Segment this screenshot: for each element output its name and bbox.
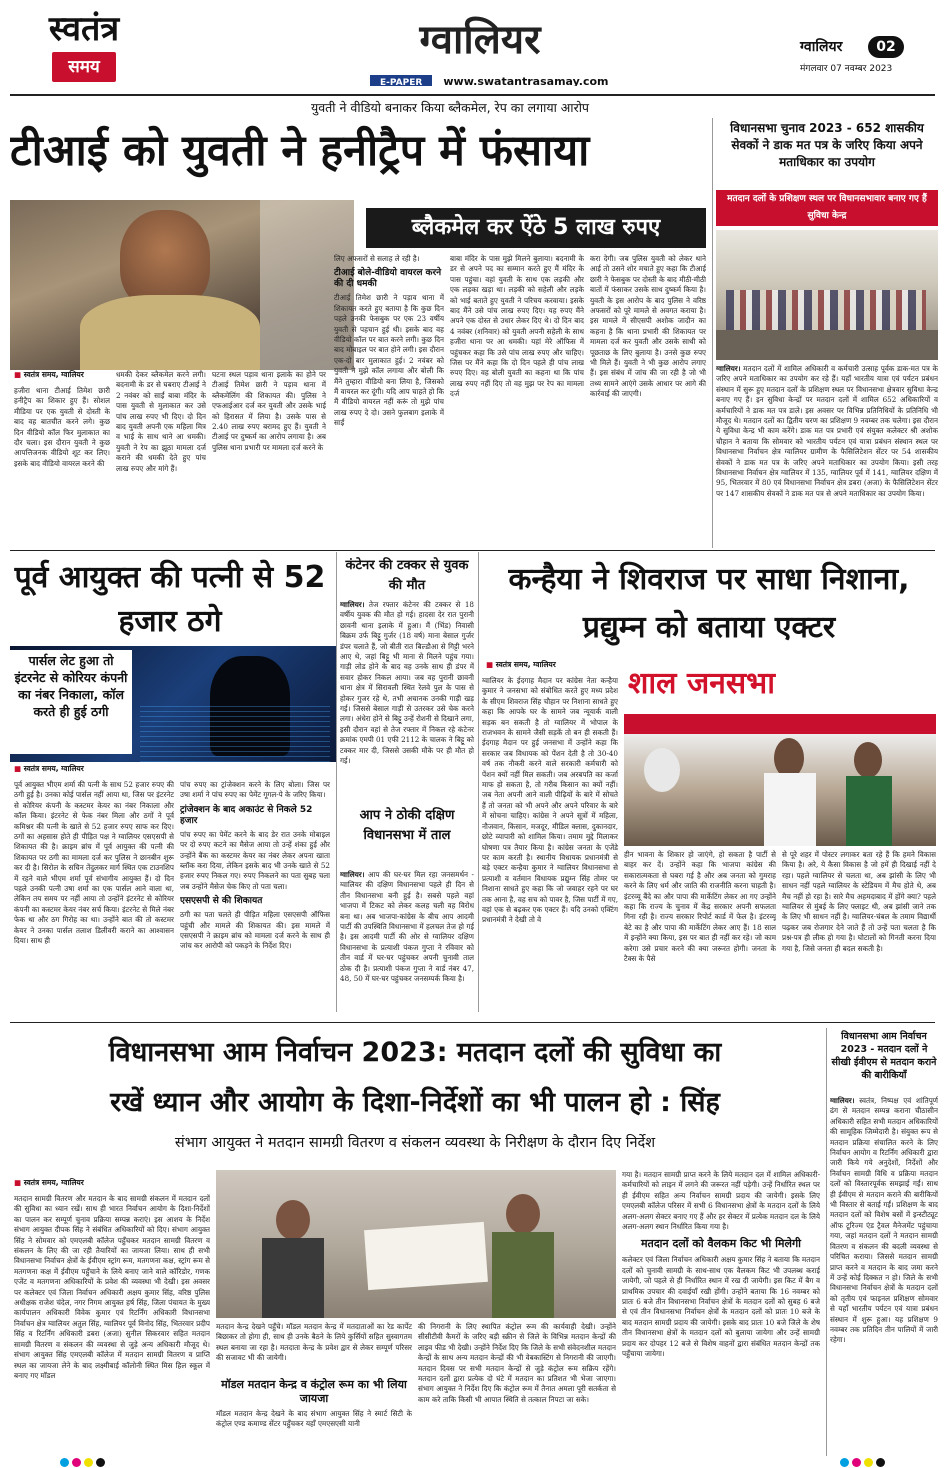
story8-dateline: ग्वालियर। — [830, 1096, 855, 1105]
story3-col2: पांच रुपए का पेमेंट करने के बाद डेर रात उनके मोबाइल पर दो रुपए कटने का मैसेज आया तो उन्हें शंका हुई और उन्होंने बैंक का कस्टमर केयर का नंबर लेकर अपना खाता ब्लॉक करा दिया, लेकिन इसके बाद भी उनके खाते से 52 हजार रुपए निकल गए। रुपए निकलने का पता सुबह चला जब उन्होंने मैसेज चेक किए तो पता चला। — [180, 829, 330, 891]
story7-col2-subhead: मॉडल मतदान केन्द्र व कंट्रोल रूम का भी लिया जायजा — [221, 1378, 407, 1405]
story4-dateline: ग्वालियर। — [340, 600, 365, 609]
story8-headline: विधानसभा आम निर्वाचन 2023 - मतदान दलों ने सीखी ईवीएम से मतदान कराने की बारीकियाँ — [831, 1031, 937, 1081]
epaper-bar — [370, 70, 770, 86]
registration-mark-cyan — [60, 1458, 69, 1467]
story1-col1: हजीरा थाना टीआई तिमेश छारी हनीट्रैप का शिकार हुए हैं। सोशल मीडिया पर एक युवती से दोस्ती के बाद वह बातचीत करने लगे। कुछ दिन वीडियो कॉल फिर मुलाकात का दौर चला। इस दौरान युवती ने कुछ आपत्तिजनक वीडियो शूट कर लिए। इसके बाद वीडियो वायरल करने की — [14, 386, 110, 468]
story4-body — [340, 600, 474, 800]
story1-col3: घटना स्थल पड़ाव थाना इलाके का होने पर टीआई तिमेश छारी ने पड़ाव थाना में ब्लैकमेलिंग की शिकायत की। पुलिस ने एफआईआर दर्ज कर युवती और उसके भाई को हिरासत में लिया है। उसके पास से 2.40 लाख रुपए बरामद हुए हैं। युवती ने टीआई पर दुष्कर्म का आरोप लगाया है। अब पुलिस थाना प्रभारी पर मामला दर्ज करने के — [212, 370, 326, 452]
story1-headline: टीआई को युवती ने हनीट्रैप में फंसाया — [10, 126, 590, 176]
rally-banner-text: शाल जनसभा — [628, 666, 776, 701]
story7-col1: मतदान सामग्री वितरण और मतदान के बाद सामग्री संकलन में मतदान दलों की सुविधा का ध्यान रखें। साथ ही भारत निर्वाचन आयोग के दिशा-निर्देशों का पालन कर सम्पूर्ण चुनाव प्रक्रिया सम्पन्न कराएं। इस आशय के निर्देश संभाग आयुक्त दीपक सिंह ने संबंधित अधिकारियों को दिए। संभाग आयुक्त सिंह ने सोमवार को एमएलबी कॉलेज पहुँचकर मतदान सामग्री वितरण व संकलन के लिए की जा रही तैयारियों का जायजा लिया। साथ ही सभी विधानसभा निर्वाचन क्षेत्रों के ईवीएम स्ट्रांग रूम, मतगणना कक्ष, स्ट्रांग रूम से मतगणना कक्ष में ईवीएम पहुँचाने के लिये बनाए जाने वाले कॉरिडोर, गणक एजेंट व मतगणना अधिकारियों के प्रवेश की व्यवस्था भी देखी। इस अवसर पर कलेक्टर एवं जिला निर्वाचन अधिकारी अक्षय कुमार सिंह, वरिष्ठ पुलिस अधीक्षक राजेश चंदेल, नगर निगम आयुक्त हर्ष सिंह, जिला पंचायत के मुख्य कार्यपालन अधिकारी विवेक कुमार एवं रिटर्निंग अधिकारी विधानसभा निर्वाचन क्षेत्र ग्वालियर अतुल सिंह, ग्वालियर पूर्व विनोद सिंह, भितरवार प्रदीप सिंह व रिटर्निंग अधिकारी डबरा (अजा) सुनील सिकरवार सहित मतदान सामग्री वितरण व संकलन की व्यवस्था से जुड़े अन्य अधिकारी मौजूद थे। संभाग आयुक्त सिंह एमएलबी कॉलेज में मतदान सामग्री वितरण व प्राप्ति स्थल का जायजा लेने के बाद लक्ष्मीबाई कॉलोनी स्थित मिस हिल स्कूल में बनाए गए मॉडल — [14, 1194, 210, 1380]
story7-col4: गया है। मतदान सामग्री प्राप्त करने के लिये मतदान दल में शामिल अधिकारी-कर्मचारियों को लाइन में लगने की जरूरत नहीं पड़ेगी। उन्हें निर्धारित स्थल पर ही ईवीएम सहित अन्य निर्वाचन सामग्री प्रदाय की जायेगी। इसके लिए एमएलबी कॉलेज परिसर में सभी 6 विधानसभा क्षेत्रों के मतदान दलों के लिये अलग-अलग सेक्टर बनाए गए हैं और हर सेक्टर में प्रत्येक मतदान दल के लिये अलग-अलग स्थान निर्धारित किया गया है। — [622, 1170, 820, 1232]
ti-photo — [10, 200, 354, 370]
story7-strap: संभाग आयुक्त ने मतदान सामग्री वितरण व संकलन व्यवस्था के निरीक्षण के दौरान दिए निर्देश — [174, 1135, 656, 1151]
story7-col3: की निगरानी के लिए स्थापित कंट्रोल रूम की कार्यवाही देखी। उन्होंने सीसीटीवी कैमरों के जरिए बड़ी स्क्रीन से जिले के विभिन्न मतदान केन्द्रों की लाइव फीड भी देखी। उन्होंने निर्देश दिए कि जिले के सभी संवेदनशील मतदान केन्द्रों के साथ अन्य मतदान केन्द्रों की भी वेबकास्टिंग से निगरानी की जाएगी। मतदान दिवस पर सभी मतदान केन्द्रों से जुड़े कंट्रोल रूम सक्रिय रहेंगे। मतदान दलों द्वारा प्रत्येक दो घंटे में मतदान का प्रतिशत भी भेजा जाएगा। संभाग आयुक्त ने निर्देश दिए कि कंट्रोल रूम में तैनात अमला पूरी सतर्कता से काम करे ताकि किसी भी आपात स्थिति से तत्काल निपटा जा सके। — [418, 1322, 616, 1404]
registration-mark-magenta — [72, 1458, 81, 1467]
story1-col4-top: लिए अफसरों से सलाह ले रही है। — [334, 254, 420, 263]
story7-col4-subhead: मतदान दलों को वैलकम किट भी मिलेगी — [640, 1237, 801, 1251]
story1-byline: ■ स्वतंत्र समय, ग्वालियर — [14, 370, 194, 382]
story3-col2-subhead: ट्रांजेक्शन के बाद अकाउंट से निकले 52 हजार — [180, 804, 313, 826]
story1-col4: टीआई तिमेश छारी ने पड़ाव थाना में शिकायत करते हुए बताया है कि कुछ दिन पहले उनकी फेसबुक पर एक 23 वर्षीय युवती से पहचान हुई थी। इसके बाद वह वीडियो कॉल पर बात करने लगी। कुछ दिन बाद मोबाइल पर बात होने लगी। इस दौरान एक-दो बार मुलाकात हुई। 2 नवंबर को युवती ने मुझे कॉल लगाया और बोली कि मैंने तुम्हारा वीडियो बना लिया है, जिसको मैं वायरल कर दूंगी। यदि आप चाहते हो कि मैं वीडियो वायरल नहीं करूं तो मुझे पांच लाख रुपए दे दो। उसने फुलबाग इलाके में साईं — [334, 293, 444, 428]
logo[interactable] — [14, 8, 154, 92]
epaper-label: E-PAPER — [370, 75, 432, 86]
story1-col5: बाबा मंदिर के पास मुझे मिलने बुलाया। बदनामी के डर से अपने पद का सम्मान करते हुए मैं मंदिर के पास पहुंचा। वहां युवती के साथ एक लड़की और एक लड़का खड़ा था। लड़की को सहेली और लड़के को भाई बताते हुए युवती ने परिचय करवाया। इसके बाद मैंने उसे पांच लाख रुपए दिए। यह रुपए मैंने अपने एक दोस्त से उधार लेकर दिए थे। दो दिन बाद 4 नवंबर (शनिवार) को युवती अपनी सहेली के साथ हजीरा थाना पर आ धमकी। यहां मेरे ऑफिस में पहुंचकर कहा कि उसे पांच लाख रुपए और चाहिए। जिस पर मैंने कहा कि दो दिन पहले ही पांच लाख रुपए दिए। वह बोली युवती का कहना था कि पांच लाख रुपए नहीं दिए तो वह मुझ पर रेप का मामला दर्ज — [450, 254, 584, 399]
registration-mark-yellow-right — [864, 1458, 873, 1467]
story1-col2: धमकी देकर ब्लैकमेल करने लगी। बदनामी के डर से घबराए टीआई ने 2 नवंबर को साईं बाबा मंदिर के पास युवती से मुलाकात कर उसे पांच लाख रुपए भी दिए। दो दिन बाद युवती अपनी एक महिला मित्र व भाई के साथ थाने आ धमकी। युवती ने रेप का झूठा मामला दर्ज कराने की धमकी देते हुए पांच लाख रुपए और मांगे हैं। — [116, 370, 206, 473]
story6-headline: कन्हैया ने शिवराज पर साधा निशाना, प्रद्युम्न को बताया एक्टर — [508, 562, 910, 645]
story7-col2-wrap — [216, 1378, 412, 1454]
story3-headline: पूर्व आयुक्त की पत्नी से 52 हजार ठगे — [14, 560, 326, 639]
registration-mark-yellow — [84, 1458, 93, 1467]
story4-headline: कंटेनर की टक्कर से युवक की मौत — [345, 558, 469, 593]
story7-col2: मॉडल मतदान केन्द्र देखने के बाद संभाग आयुक्त सिंह ने स्मार्ट सिटी के कंट्रोल एण्ड कमाण्ड सेंटर पहुँचकर यहाँ एमएसएसी यानी — [216, 1409, 412, 1429]
story2-strap: मतदान दलों के प्रशिक्षण स्थल पर विधानसभावार बनाए गए हैं सुविधा केन्द्र — [716, 190, 938, 226]
masthead-rule — [10, 94, 935, 96]
registration-mark-cyan-right — [840, 1458, 849, 1467]
rally-banner — [624, 658, 936, 714]
rally-photo — [624, 658, 936, 846]
story6-col2: हीन भावना के शिकार हो जाएंगे, हो सकता है पार्टी से बाहर कर दें। उन्होंने कहा कि भाजपा कांग्रेस की सकारात्मकता से घबरा गई है और अब जनता को गुमराह करने के लिए धर्म और जाति की राजनीति करना चाहती है। इंटरव्यू बैंदे का और पापा की मार्केटिंग लेकर आ गए उन्होंने कहा कि राज्य के चुनाव में केंद्र सरकार अपनी सफलता गिना रही है। राज्य सरकार रिपोर्ट कार्ड में फेल है। इंटरव्यू बेटे का है और पापा की मार्केटिंग लेकर आए हैं। 18 साल में इन्होंने क्या किया, इस पर बात ही नहीं कर रहे। जो काम करेगा उसे प्रचार करने की क्या जरूरत होगी। जनता के टैक्स के पैसे — [624, 850, 776, 964]
page-number: 02 — [868, 36, 904, 58]
story2-headline: विधानसभा चुनाव 2023 - 652 शासकीय सेवकों ने डाक मत पत्र के जरिए किया अपने मताधिकार का उपयोग — [730, 121, 924, 169]
story5-body — [340, 870, 474, 1012]
story7-headline-2: रखें ध्यान और आयोग के दिशा-निर्देशों का भी पालन हो : सिंह — [110, 1087, 720, 1118]
edition-city: ग्वालियर — [800, 39, 843, 55]
story3-byline: ■ स्वतंत्र समय, ग्वालियर — [14, 764, 194, 776]
logo-bottom: समय — [52, 52, 116, 82]
story1-strap: ब्लैकमेल कर ऐंठे 5 लाख रुपए — [366, 208, 706, 248]
logo-top: स्वतंत्र — [48, 9, 120, 49]
story8-text: स्वतंत्र, निष्पक्ष एवं शांतिपूर्ण ढंग से मतदान सम्पन्न कराना चीठासीन अधिकारी सहित सभी मतदान अधिकारियों की सामूहिक जिम्मेदारी है। संयुक्त रूप से मतदान प्रक्रिया संचालित करने के लिए निर्वाचन आयोग व रिटर्निंग अधिकारी द्वारा जारी किये गये अनुदेशों, निर्देशों और निर्वाचन सामग्री विधि व प्रक्रिया मतदान दलों को विस्तारपूर्वक समझाई गईं। साथ ही ईवीएम से मतदान कराने की बारीकियों भी विस्तार से बताई गईं। प्रशिक्षण के बाद मतदान दलों को विशेष बसों में इन्स्टीट्यूट ऑफ टूरिज्म एंड ट्रैवल मैनेजमेंट पहुंचाया गया, जहां मतदान दलों ने मतदान सामग्री वितरण व संकलन की बदली व्यवस्था से परिचित कराया। जिससे मतदान सामग्री प्राप्त करने व मतदान के बाद जमा करने में उन्हें कोई दिक्कत न हो। जिले के सभी विधानसभा निर्वाचन क्षेत्रों के मतदान दलों को तृतीय एवं फाइनल प्रशिक्षण सोमवार से यहाँ भारतीय पर्यटन एवं यात्रा प्रबंधन संस्थान में शुरू हुआ। यह प्रशिक्षण 9 नवम्बर तक प्रतिदिन तीन पालियों में जारी रहेगा। — [830, 1096, 938, 1345]
story7-photo-col: मतदान केन्द्र देखने पहुँचे। मॉडल मतदान केन्द्र में मतदाताओं का रेड कार्पेट बिछाकर तो होगा ही, साथ ही उनके बैठने के लिये कुर्सियों सहित सुस्वागतम स्थल बनाया जा रहा है। मतदाता केन्द्र के प्रवेश द्वार से लेकर सम्पूर्ण परिसर की सजावट भी की जायेगी। — [216, 1322, 412, 1363]
story3-col2-top: पांच रुपए का ट्रांजेक्शन करने के लिए बोला। जिस पर उषा शर्मा ने पांच रुपए का पेमेंट गूगल-पे के जरिए किया। — [180, 780, 330, 800]
story7-col4-wrap — [622, 1170, 820, 1454]
story2-body — [716, 364, 938, 548]
story7-headline-1: विधानसभा आम निर्वाचन 2023: मतदान दलों की सुविधा का — [108, 1037, 722, 1068]
story5-text: आप की घर-घर मिल रहा जनसमर्थन - ग्वालियर की दक्षिण विधानसभा पहले ही दिन से तीन विधानसभा बनी हुई है। सबसे पहले वहां भाजपा में टिकट को लेकर कलह चली वह विरोध बना था। अब भाजपा-कांग्रेस के बीच आप आदमी पार्टी की उपस्थिति विधानसभा में हलचल तेज हो गई है। इस आदमी पार्टी की ओर से ग्वालियर दक्षिण विधानसभा के प्रत्याशी पंकज गुप्ता ने रविवार को तीन वार्ड में घर-घर पहुंचकर अपनी चुनावी ताल ठोक दी है। प्रत्याशी पंकज गुप्ता ने वार्ड नंबर 47, 48, 50 में घर-घर पहुंचकर जनसम्पर्क किया है। — [340, 870, 474, 984]
story4-text: तेज रफ्तार कंटेनर की टक्कर से 18 वर्षीय युवक की मौत हो गई। हादसा देर रात पुरानी छावनी थाना इलाके में हुआ। मैं (भिंड) निवासी बिक्रम उर्फ बिट्टू गुर्जर (18 वर्ष) माना बेसाल गुर्जर डंपर चलाते हैं, जो बीती रात बिल्डौआ से गिट्टी भरने आए थे, जहां बिट्टू भी माना से मिलने पहुंच गया। गाड़ी लोड होने के बाद वह उनके साथ ही डंपर में सवार होकर निकल आया। जब वह पुरानी छावनी थाना क्षेत्र में सिरावली स्थित रेलवे पुल के पास से होकर गुजर रहे थे, तभी अचानक उनकी गाड़ी खड़ गई। जिससे बेसाल गाड़ी से उतरकर उसे चेक करने लगा। अंधेरा होने से बिट्टू उन्हें रोशनी से दिखाने लगा, इसी दौरान वहां से तेज रफ्तार में निकल रहे कंटेनर क्रमांक एमपी 01 एफी 2112 के चालक ने बिट्टू को टक्कर मार दी, जिससे उसकी मौके पर ही मौत हो गई। — [340, 600, 474, 766]
story7-byline: ■ स्वतंत्र समय, ग्वालियर — [14, 1178, 194, 1190]
edition-box — [786, 36, 936, 84]
postal-ballot-photo — [716, 230, 938, 360]
issue-date: मंगलवार 07 नवम्बर 2023 — [800, 64, 893, 74]
story6-col1: ग्वालियर के ईदगाह मैदान पर कांग्रेस नेता कन्हैया कुमार ने जनसभा को संबोधित करते हुए मध्य प्रदेश के सीएम शिवराज सिंह चौहान पर निशाना साधते हुए कहा कि आपके घर के सामने जब न्यूयार्क वाली सड़क बन सकती है तो ग्वालियर में भोपाल के राजभवन के सामने जैसी सड़कें तो बन ही सकती हैं। ईदगाह मैदान पर हुई जनसभा में उन्होंने कहा कि सरकार जब विधायक को पेंशन देती है तो 30-40 वर्ष तक नौकरी करने वाले सरकारी कर्मचारी को पेंशन क्यों नहीं मिल सकती। जब अरबपति का कर्जा माफ हो सकता है, तो गरीब किसान का क्यों नहीं। जब नेता अपनी आने वाली पीढ़ियों के बारे में सोचते हैं तो जनता को भी अपने और अपने परिवार के बारे में सोचना चाहिए। कांग्रेस ने अपने सूत्रों में महिला, नौजवान, किसान, मजदूर, मीडिल क्लास, दुकानदार, छोटे व्यापारी को शामिल किया। तमाम मुद्दे मिलाकर घोषणा पत्र तैयार किया है। कांग्रेस जनता के एजेंडे पर काम करती है। स्थानीय विधायक प्रधानमंत्री से बड़े एक्टर कन्हैया कुमार ने ग्वालियर विधानसभा से प्रत्याशी व वर्तमान विधायक प्रद्युम्न सिंह तोमर पर निशाना साधते हुए कहा कि जो जवाहर रहने पर घर तक आना है, वह सच को पावर है, जिस पार्टी में गए, वहां एक से बढ़कर एक एक्टर हैं। यदि उनको एक्टिंग प्रधानमंत्री ने देखी तो वे — [482, 676, 618, 925]
registration-mark-magenta-right — [852, 1458, 861, 1467]
story3-col2b: ठगी का पता चलते ही पीड़ित महिला एसएसपी ऑफिस पहुंची और मामले की शिकायत की। इस मामले में एसएसपी ने क्राइम ब्रांच को मामला दर्ज करने के साथ ही जांच कर आरोपी को पकड़ने के निर्देश दिए। — [180, 910, 330, 951]
masthead-city: ग्वालियर — [419, 16, 541, 63]
story7-col4b: कलेक्टर एवं जिला निर्वाचन अधिकारी अक्षय कुमार सिंह ने बताया कि मतदान दलों को चुनावी सामग्री के साथ-साथ एक वैलकम किट भी उपलब्ध कराई जायेगी, जो पहले से ही निर्धारित स्थान में रख दी जायेगी। इस किट में बैग व प्राथमिक उपचार की दवाईयाँ रखी होंगी। उन्होंने बताया कि 16 नवम्बर को प्रातः 6 बजे तीन विधानसभा निर्वाचन क्षेत्रों के मतदान दलों को सुबह 6 बजे से एवं तीन विधानसभा निर्वाचन क्षेत्रों के मतदान दलों को प्रातः 10 बजे के बाद मतदान सामग्री प्रदाय की जायेगी। इसके बाद प्रातः 10 बजे जिले के शेष तीन विधानसभा क्षेत्रों के मतदान दलों को बुलाया जायेगा और उन्हें सामग्री प्रदाय कर दोपहर 12 बजे से विशेष वाहनों द्वारा संबंधित मतदान केन्द्रों तक पहुँचाया जायेगा। — [622, 1255, 820, 1359]
story5-dateline: ग्वालियर। — [340, 870, 365, 879]
registration-mark-black — [96, 1458, 105, 1467]
story8-body — [830, 1096, 938, 1454]
story1-col4-subhead: टीआई बोले-वीडियो वायरल करने की दी धमकी — [334, 268, 442, 290]
story2-dateline: ग्वालियर। — [716, 364, 741, 373]
story6-col3: से पूरे शहर में पोस्टर लगाकर बता रहे हैं कि हमने विकास किया है। अरे, ये कैसा विकास है जो हमें ही दिखाई नहीं दे रहा। पहले ग्वालियर से चलता था, अब झांसी के लिए भी साधन नहीं पहले ग्वालियर के स्टेडियम में मैच होते थे, अब मैच नहीं हो रहा है। सारे मैच अहमदाबाद में होंगे क्या? पहले ग्वालियर से मुंबई के लिए फ्लाइट थी, अब झांसी जाने तक के लिए भी साधन नहीं है। ग्वालियर-चंबल के तमाम विद्यार्थी पढ़कर जब रोजगार देने जाते हैं तो उन्हें पता चलता है कि प्रश्न-पत्र ही लीक हो गया है। घोटालों को गिनती करना दिया गया है, जिसे जनता ही बदल सकती है। — [782, 850, 936, 953]
story5-headline: आप ने ठोकी दक्षिण विधानसभा में ताल — [359, 808, 455, 843]
story2-text: मतदान दलों में शामिल अधिकारी व कर्मचारी उत्साह पूर्वक डाक-मत पत्र के जरिए अपने मताधिकार का उपयोग कर रहे हैं। यहाँ भारतीय यात्रा एवं पर्यटन प्रबंधन संस्थान में सुरू हुए मतदान दलों के प्रशिक्षण स्थल पर विधानसभा क्षेत्रवार सुविधा केन्द्र बनाए गए हैं। इन सुविधा केन्द्रों पर मतदान दलों में शामिल 652 अधिकारियों व कर्मचारियों ने डाक मत पत्र डाले। इस अवसर पर विभिन्न प्रतिनिधियों के प्रतिनिधि भी मौजूद थे। मतदान दलों का द्वितीय चरण का प्रशिक्षण 9 नवम्बर तक चलेगा। इस दौरान ये सुविधा केन्द्र भी काम करेंगे। डाक मत पत्र प्रभारी एवं संयुक्त कलेक्टर श्री अशोक चौहान ने बताया कि सोमवार को भारतीय पर्यटन एवं यात्रा प्रबंधन संस्थान स्थल पर विधानसभा निर्वाचन क्षेत्र ग्वालियर ग्रामीण के फैसिलिटेशन सेंटर पर 54 शासकीय सेवकों ने डाक मत पत्र के जरिए अपने मताधिकार का उपयोग किया। इसी तरह विधानसभा निर्वाचन क्षेत्र ग्वालियर में 135, ग्वालियर पूर्व में 141, ग्वालियर दक्षिण में 95, भितरवार में 80 एवं विधानसभा निर्वाचन क्षेत्र डबरा (अजा) के फैसिलिटेशन सेंटर पर 147 शासकीय सेवकों ने डाक मत पत्र से अपने मताधिकार का उपयोग किया। — [716, 364, 938, 498]
story3-photo-caption: पार्सल लेट हुआ तो इंटरनेट से कोरियर कंपनी का नंबर निकाला, कॉल करते ही हुई ठगी — [10, 650, 132, 754]
story6-byline: ■ स्वतंत्र समय, ग्वालियर — [486, 660, 626, 672]
masthead — [0, 0, 945, 95]
inspection-photo — [216, 1170, 616, 1318]
story3-col2-subhead2: एसएसपी से की शिकायत — [180, 896, 263, 907]
story3-col2-wrap — [180, 780, 330, 1010]
story1-kicker: युवती ने वीडियो बनाकर किया ब्लैकमेल, रेप का लगाया आरोप — [310, 100, 590, 115]
story1-col6: करा देगी। जब पुलिस युवती को लेकर थाने आई तो उसने शोर मचाते हुए कहा कि टीआई छारी ने फेसबुक पर दोस्ती के बाद मीठी-मीठी बातों में फंसाकर उसके साथ दुष्कर्म किया है। युवती के इस आरोप के बाद पुलिस ने वरिष्ठ अफसरों को पूरे मामले से अवगत कराया है। इस मामले में सीएसपी अशोक जादौन का कहना है कि थाना प्रभारी की शिकायत पर मामला दर्ज कर युवती और उसके साथी को पूछताछ के लिए बुलाया है। उनसे कुछ रुपए भी मिले हैं। युवती ने भी कुछ आरोप लगाए हैं। इस संबंध में जांच की जा रही है जो भी तथ्य सामने आएंगे उसके आधार पर आगे की कार्रवाई की जाएगी। — [590, 254, 706, 399]
registration-mark-black-right — [876, 1458, 885, 1467]
website-link[interactable]: www.swatantrasamay.com — [443, 75, 609, 86]
story3-col1: पूर्व आयुक्त भीएम शर्मा की पत्नी के साथ 52 हजार रुपए की ठगी हुई है। उनका कोई पार्सल नहीं आया था, जिस पर इंटरनेट से कोरियर कंपनी के कस्टमर केयर का नंबर निकाला और कॉल किया। इंटरनेट से फेक नंबर मिला और ठगों ने पूर्व कमिश्नर की पत्नी के खाते से 52 हजार रुपए साफ कर दिए। ठगों का अहसास होते ही पीड़ित पक्ष ने ग्वालियर एसएसपी से शिकायत की है। क्राइम ब्रांच में पूर्व आयुक्त की पत्नी की शिकायत पर ठगी का मामला दर्ज कर पुलिस ने छानबीन शुरू कर दी है। सिरोल के सचिन तेंदुलकर मार्ग स्थित एक टाउनशिप में रहने वाले भीएम शर्मा पूर्व संभागीय आयुक्त हैं। दो दिन पहले उनकी पत्नी उषा शर्मा का एक पार्सल आने वाला था, लेकिन तय समय पर नहीं आया तो उन्होंने इंटरनेट से कोरियर कंपनी का कस्टमर केयर नंबर सर्च किया। इंटरनेट से मिले नंबर फेक था और ठग गिरोह का था। उन्होंने बात की तो कस्टमर केयर ने उनका पार्सल तलाश डिलीवरी कराने का आश्वासन दिया। साथ ही — [14, 780, 174, 946]
story1-col4-wrap — [334, 254, 444, 546]
